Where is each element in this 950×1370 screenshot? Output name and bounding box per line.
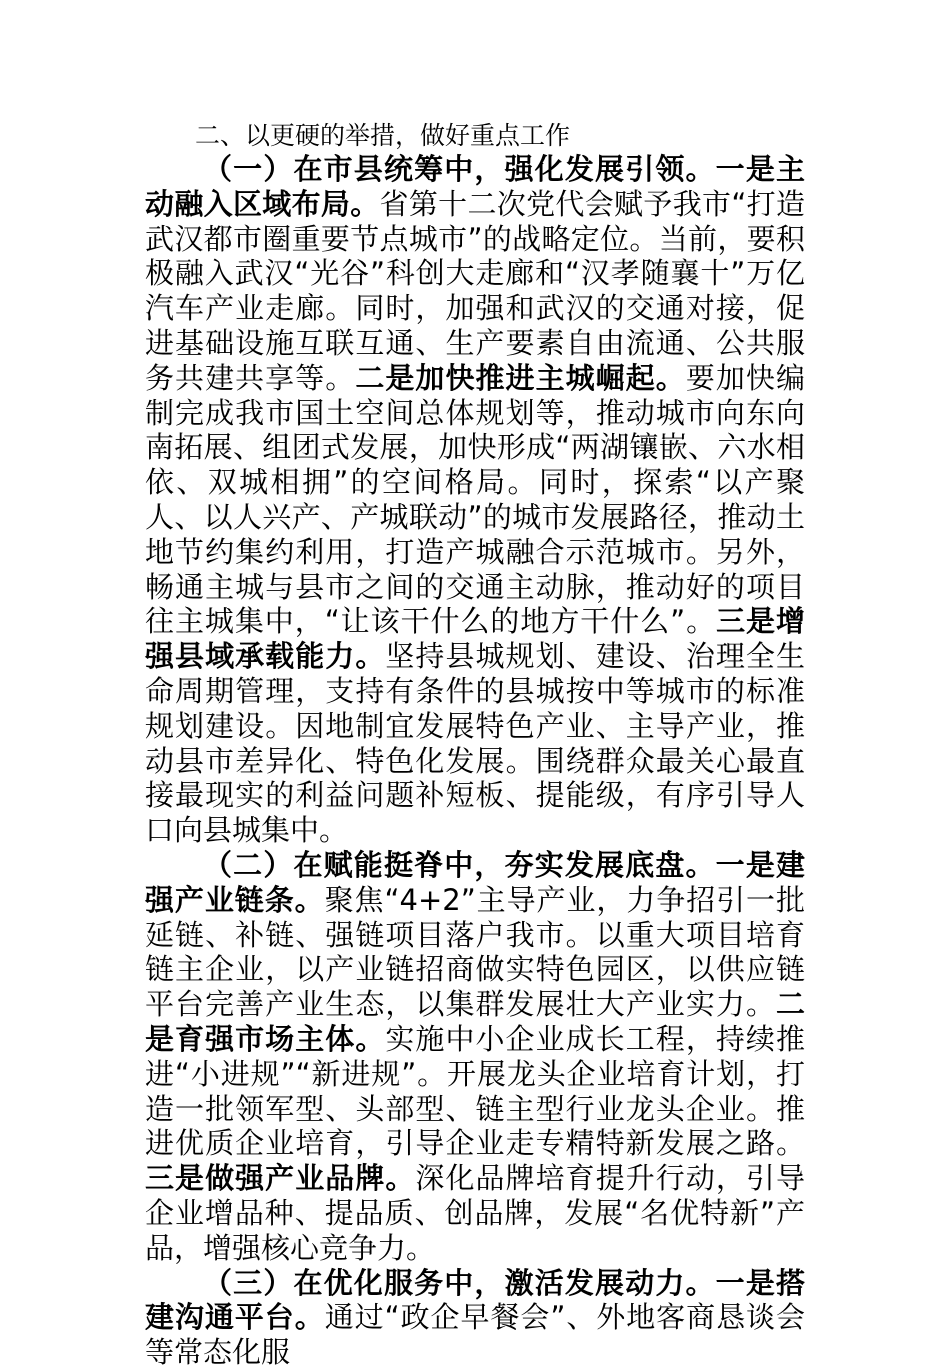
bold-lead-3: （三）在优化服务中，激活发展动力。一是搭建沟通平台。 <box>145 1265 805 1335</box>
bold-point: 三是做强产业品牌。 <box>145 1161 416 1196</box>
body-run: 深化品牌培育提升行动，引导企业增品种、提品质、创品牌，发展“名优特新”产品，增强核心竞争力。 <box>145 1161 805 1265</box>
bold-point: 三是增强县域承载能力。 <box>145 604 805 674</box>
body-run: 省第十二次党代会赋予我市“打造武汉都市圈重要节点城市”的战略定位。当前，要积极融入武汉“光谷”科创大走廊和“汉孝随襄十”万亿汽车产业走廊。同时，加强和武汉的交通对接，促进基础设施互联互通、生产要素自由流通、公共服务共建共享等。 <box>145 186 805 395</box>
bold-lead-1: （一）在市县统筹中，强化发展引领。一是主动融入区域布局。 <box>145 152 805 221</box>
section-heading: 二、以更硬的举措，做好重点工作 <box>195 121 571 150</box>
document-body <box>145 152 805 1370</box>
body-run: 坚持县城规划、建设、治理全生命周期管理，支持有条件的县城按中等城市的标准规划建设。因地制宜发展特色产业、主导产业，推动县市差异化、特色化发展。围绕群众最关心最直接最现实的利益问题补短板、提能级，有序引导人口向县城集中。 <box>145 639 805 848</box>
paragraph-2 <box>145 848 805 1266</box>
paragraph-3 <box>145 1266 805 1370</box>
body-run: 实施中小企业成长工程，持续推进“小进规”“新进规”。开展龙头企业培育计划，打造一批领军型、头部型、链主型行业龙头企业。推进优质企业培育，引导企业走专精特新发展之路。 <box>145 1021 805 1161</box>
body-run: 要加快编制完成我市国土空间总体规划等，推动城市向东向南拓展、组团式发展，加快形成“两湖镶嵌、六水相依、双城相拥”的空间格局。同时，探索“以产聚人、以人兴产、产城联动”的城市发展路径，推动土地节约集约利用，打造产城融合示范城市。另外，畅通主城与县市之间的交通主动脉，推动好的项目往主城集中，“让该干什么的地方干什么”。 <box>145 360 805 639</box>
bold-point: 二是育强市场主体。 <box>145 987 805 1056</box>
bold-lead-2: （二）在赋能挺脊中，夯实发展底盘。一是建强产业链条。 <box>145 847 805 917</box>
paragraph-1 <box>145 152 805 848</box>
body-run: 通过“政企早餐会”、外地客商恳谈会等常态化服 <box>145 1300 805 1370</box>
bold-point: 二是加快推进主城崛起。 <box>355 360 686 395</box>
body-run: 聚焦“4+2”主导产业，力争招引一批延链、补链、强链项目落户我市。以重大项目培育链主企业，以产业链招商做实特色园区，以供应链平台完善产业生态，以集群发展壮大产业实力。 <box>145 882 805 1022</box>
